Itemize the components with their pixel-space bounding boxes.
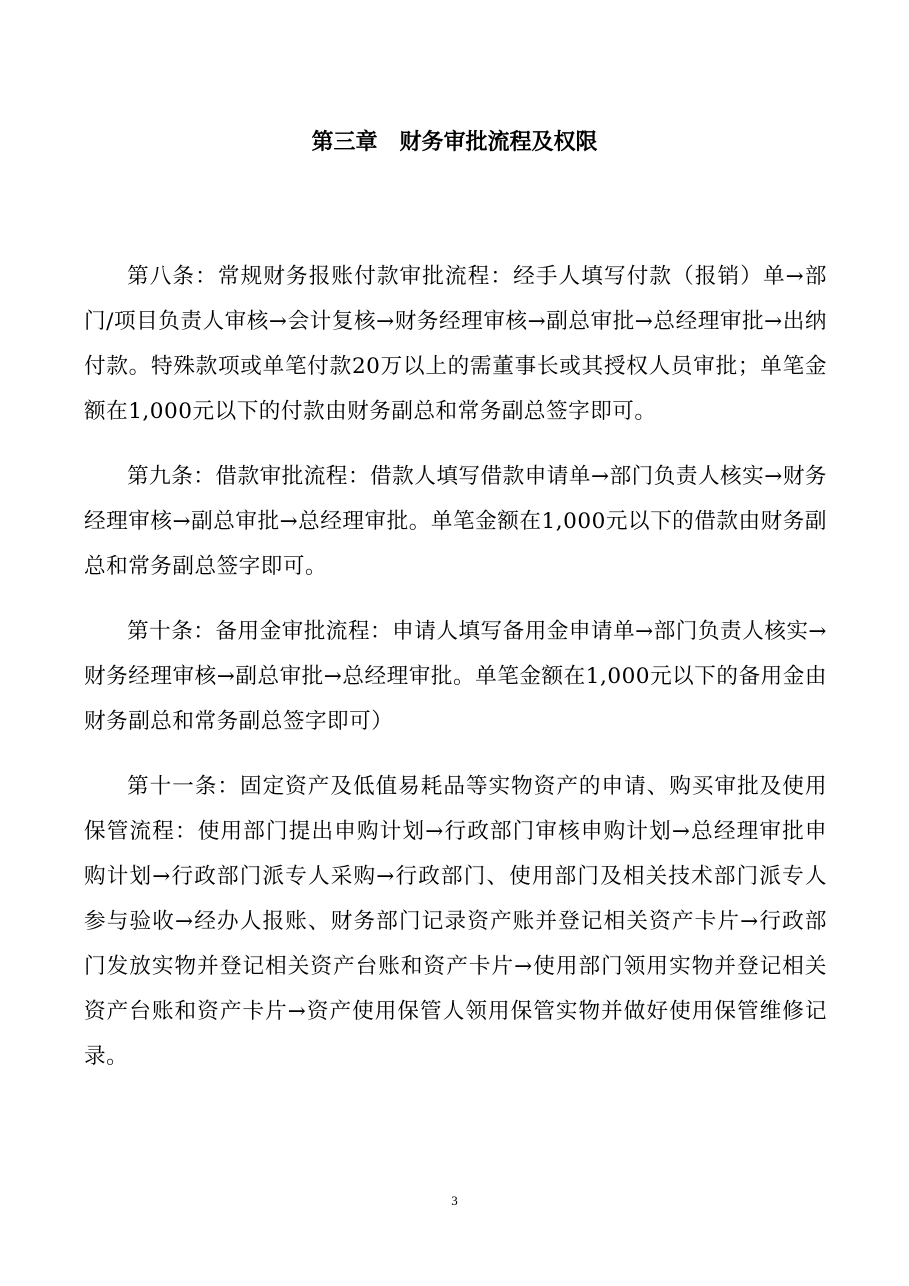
document-body (84, 254, 827, 1099)
page-number: 3 (451, 1193, 458, 1208)
chapter-title: 第三章 财务审批流程及权限 (311, 130, 598, 155)
article-11: 第十一条：固定资产及低值易耗品等实物资产的申请、购买审批及使用保管流程：使用部门提出申购计划→行政部门审核申购计划→总经理审批申购计划→行政部门派专人采购→行政部门、使用部门及相关技术部门派专人参与验收→经办人报账、财务部门记录资产账并登记相关资产卡片→行政部门发放实物并登记相关资产台账和资产卡片→使用部门领用实物并登记相关资产台账和资产卡片→资产使用保管人领用保管实物并做好使用保管维修记录。 (84, 774, 827, 1069)
article-8: 第八条：常规财务报账付款审批流程：经手人填写付款（报销）单→部门/项目负责人审核→会计复核→财务经理审核→副总审批→总经理审批→出纳付款。特殊款项或单笔付款20万以上的需董事长或其授权人员审批；单笔金额在1,000元以下的付款由财务副总和常务副总签字即可。 (84, 264, 827, 424)
article-10: 第十条：备用金审批流程：申请人填写备用金申请单→部门负责人核实→财务经理审核→副总审批→总经理审批。单笔金额在1,000元以下的备用金由财务副总和常务副总签字即可） (84, 619, 828, 734)
article-9: 第九条：借款审批流程：借款人填写借款申请单→部门负责人核实→财务经理审核→副总审批→总经理审批。单笔金额在1,000元以下的借款由财务副总和常务副总签字即可。 (84, 464, 828, 579)
